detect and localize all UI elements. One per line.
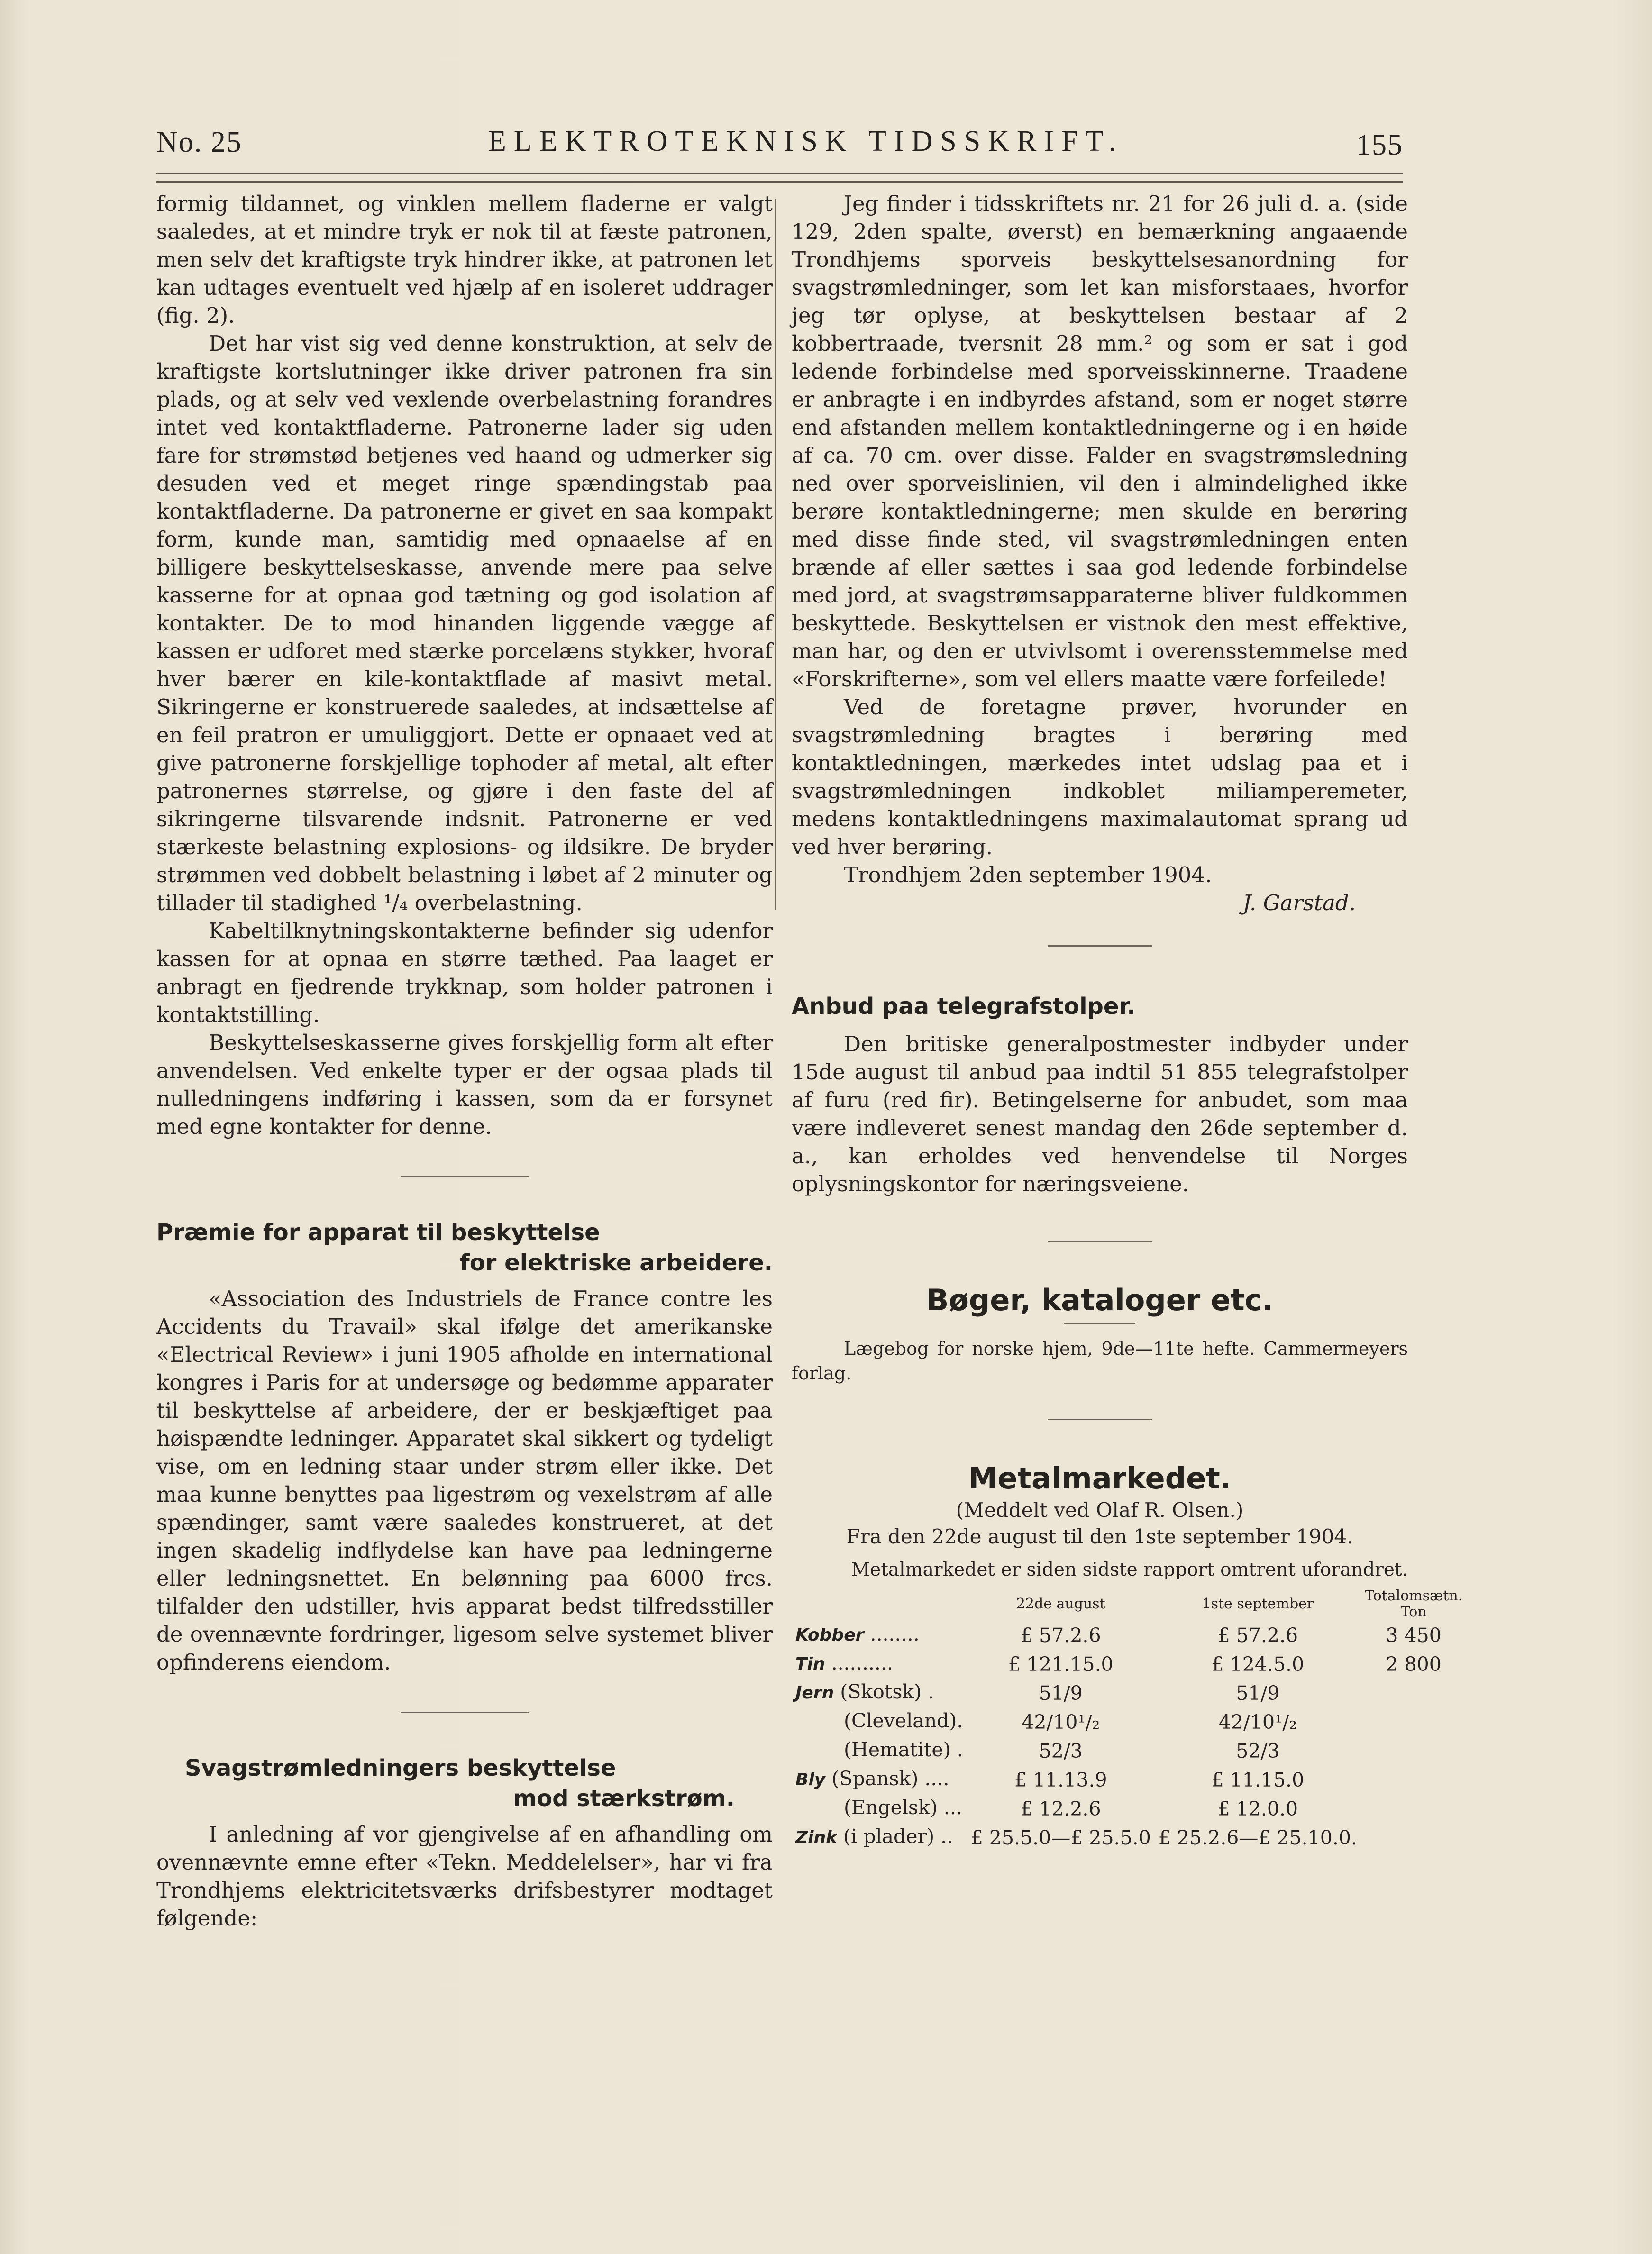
- paragraph: Beskyttelseskasserne gives forskjellig form alt efter anvendelsen. Ved enkelte typer er der ogsaa plads til nulledningens indføring i kassen, som da er forsynet med egne kontakter for denne.: [156, 1030, 773, 1139]
- col-header-total: Totalomsætn. Ton: [1364, 1588, 1463, 1620]
- right-column: [792, 190, 1463, 1852]
- section-separator: [401, 1712, 529, 1715]
- price-aug: £ 25.5.0—£ 25.5.0: [970, 1826, 1151, 1849]
- price-aug: 52/3: [1039, 1740, 1083, 1762]
- metal-desc: (i plader) ..: [837, 1825, 953, 1848]
- metal-desc: ..........: [825, 1652, 893, 1674]
- table-row: [792, 1823, 1466, 1852]
- price-ton: [1361, 1736, 1466, 1765]
- metal-cell: [792, 1678, 967, 1707]
- price-sep: £ 12.0.0: [1217, 1798, 1298, 1820]
- table-row: [792, 1736, 1466, 1765]
- price-aug: £ 11.13.9: [1014, 1769, 1107, 1791]
- heading-line: Præmie for apparat til beskyttelse: [156, 1219, 600, 1246]
- paragraph: I anledning af vor gjengivelse af en afhandling om ovennævnte emne efter «Tekn. Meddelelser», har vi fra Trondhjems elektricitetsværks drifsbestyrer modtaget følgende:: [156, 1822, 773, 1931]
- metal-desc: (Hematite) .: [844, 1738, 963, 1761]
- paragraph: Det har vist sig ved denne konstruktion, at selv de kraftigste kortslutninger ikke driver patronen fra sin plads, og at selv ved vexlende overbelastning forandres intet ved kontaktfladerne. Patronerne lader sig uden fare for strømstød betjenes ved haand og udmerker sig desuden ved et meget ringe spændingstab paa kontaktfladerne. Da patronerne er givet en saa kompakt form, kunde man, samtidig med opnaaelse af en billigere beskyttelseskasse, anvende mere paa selve kasserne for at opnaa god tætning og god isolation af kontakter. De to mod hinanden liggende vægge af kassen er udforet med stærke porcelæns stykker, hvoraf hver bærer en kile-kontaktflade af masivt metal. Sikringerne er konstruerede saaledes, at indsættelse af en feil pratron er umuliggjort. Dette er opnaaet ved at give patronerne forskjellige tophoder af metal, alt efter patronernes størrelse, og gjøre i den faste del af sikringerne tilsvarende indsnit. Patronerne er ved stærkeste belastning explosions- og ildsikre. De bryder strømmen ved dobbelt belastning i løbet af 2 minuter og tillader til stadighed ¹/₄ overbelastning.: [156, 331, 773, 915]
- metal-cell: [792, 1823, 967, 1852]
- credit-line: (Meddelt ved Olaf R. Olsen.): [956, 1498, 1244, 1522]
- price-sep: 51/9: [1236, 1682, 1280, 1705]
- paragraph: «Association des Industriels de France contre les Accidents du Travail» skal ifølge det amerikanske «Electrical Review» i juni 1905 afholde en international kongres i Paris for at undersøge og bedømme apparater til beskyttelse af arbeidere, der er beskjæftiget paa høispændte ledninger. Apparatet skal sikkert og tydeligt vise, om en ledning staar under strøm eller ikke. Det maa kunne benyttes paa ligestrøm og vexelstrøm af alle spændinger, samt være saaledes konstrueret, at det ingen skadelig indflydelse kan have paa ledningerne eller ledningsnettet. En belønning paa 6000 frcs. tilfalder den udstiller, hvis apparat bedst tilfredsstiller de ovennævnte fordringer, ligesom selve systemet bliver opfinderens eiendom.: [156, 1286, 773, 1675]
- price-sep: 52/3: [1236, 1740, 1280, 1762]
- price-aug: 42/10¹/₂: [1022, 1711, 1100, 1734]
- metal-desc: ........: [864, 1623, 920, 1645]
- price-sep: 42/10¹/₂: [1218, 1711, 1297, 1734]
- metal-cell: [792, 1794, 967, 1823]
- price-ton: [1361, 1678, 1466, 1707]
- col-header-aug: 22de august: [1016, 1596, 1105, 1612]
- price-ton: [1361, 1823, 1466, 1852]
- metal-name: Jern: [795, 1683, 834, 1703]
- table-header-row: [792, 1588, 1466, 1620]
- price-aug: 51/9: [1039, 1682, 1083, 1705]
- price-ton: [1361, 1794, 1466, 1823]
- header-rule: [156, 173, 1403, 183]
- price-sep: £ 124.5.0: [1211, 1653, 1305, 1676]
- table-row: [792, 1649, 1466, 1678]
- section-heading: Anbud paa telegrafstolper.: [792, 993, 1136, 1020]
- section-heading: [156, 1753, 773, 1814]
- metal-cell: [792, 1707, 967, 1736]
- paragraph: Ved de foretagne prøver, hvorunder en svagstrømledning bragtes i berøring med kontaktledningen, mærkedes intet udslag paa et i svagstrømledningen indkoblet miliamperemeter, medens kontaktledningens maximalautomat sprang ud ved hver berøring.: [792, 694, 1408, 859]
- price-aug: £ 57.2.6: [1021, 1624, 1101, 1647]
- section-heading: [156, 1217, 773, 1278]
- metal-price-table: [792, 1588, 1466, 1852]
- section-separator: [1048, 1241, 1152, 1244]
- price-ton: [1361, 1707, 1466, 1736]
- metal-name: Kobber: [795, 1625, 864, 1645]
- metal-name: Tin: [795, 1654, 825, 1674]
- table-row: [792, 1765, 1466, 1794]
- section-heading: Bøger, kataloger etc.: [926, 1283, 1273, 1317]
- table-row: [792, 1620, 1466, 1649]
- column-divider: [775, 199, 776, 910]
- book-notice: Lægebog for norske hjem, 9de—11te hefte. Cammermeyers forlag.: [792, 1338, 1408, 1384]
- metal-cell: [792, 1620, 967, 1649]
- issue-number: No. 25: [156, 126, 242, 158]
- price-sep: £ 57.2.6: [1217, 1624, 1298, 1647]
- paragraph: formig tildannet, og vinklen mellem fladerne er valgt saaledes, at et mindre tryk er nok til at fæste patronen, men selv det kraftigste tryk hindrer ikke, at patronen let kan udtages eventuelt ved hjælp af en isoleret uddrager (fig. 2).: [156, 191, 773, 328]
- letter-date: Trondhjem 2den september 1904.: [844, 862, 1212, 887]
- paragraph: Kabeltilknytningskontakterne befinder sig udenfor kassen for at opnaa en større tæthed. Paa laaget er anbragt en fjedrende trykknap, som holder patronen i kontaktstilling.: [156, 918, 773, 1027]
- heading-line: Svagstrømledningers beskyttelse: [185, 1755, 616, 1781]
- metal-cell: [792, 1649, 967, 1678]
- metal-name: Zink: [795, 1828, 838, 1847]
- section-heading: Metalmarkedet.: [968, 1461, 1232, 1496]
- price-ton: 2 800: [1386, 1653, 1442, 1676]
- section-separator: [401, 1176, 529, 1179]
- price-ton: 3 450: [1386, 1624, 1442, 1647]
- price-aug: £ 12.2.6: [1021, 1798, 1101, 1820]
- left-column: [156, 190, 773, 1932]
- heading-line: for elektriske arbeidere.: [459, 1250, 773, 1276]
- section-separator: [1048, 1419, 1152, 1422]
- table-row: [792, 1707, 1466, 1736]
- price-sep: £ 25.2.6—£ 25.10.0.: [1158, 1826, 1357, 1849]
- metal-cell: [792, 1736, 967, 1765]
- price-sep: £ 11.15.0: [1211, 1769, 1305, 1791]
- page-number: 155: [1356, 129, 1403, 161]
- metal-desc: (Spansk) ....: [825, 1767, 949, 1790]
- price-ton: [1361, 1765, 1466, 1794]
- metal-name: Bly: [795, 1770, 826, 1789]
- heading-line: mod stærkstrøm.: [513, 1785, 735, 1812]
- metal-desc: (Skotsk) .: [834, 1680, 934, 1703]
- journal-title: ELEKTROTEKNISK TIDSSKRIFT.: [488, 125, 1124, 157]
- market-note: Metalmarkedet er siden sidste rapport omtrent uforandret.: [851, 1559, 1408, 1580]
- metal-desc: (Engelsk) ...: [844, 1796, 962, 1819]
- section-separator: [1064, 1323, 1135, 1326]
- section-separator: [1048, 945, 1152, 949]
- letter-signature: J. Garstad.: [1242, 890, 1356, 915]
- page-header: [156, 116, 1403, 168]
- price-aug: £ 121.15.0: [1008, 1653, 1114, 1676]
- paragraph: Den britiske generalpostmester indbyder under 15de august til anbud paa indtil 51 855 telegrafstolper af furu (red fir). Betingelserne for anbudet, som maa være indleveret senest mandag den 26de september d. a., kan erholdes ved henvendelse til Norges oplysningskontor for næringsveiene.: [792, 1031, 1408, 1196]
- period-line: Fra den 22de august til den 1ste september 1904.: [846, 1525, 1353, 1548]
- metal-desc: (Cleveland).: [844, 1709, 963, 1732]
- col-header-sep: 1ste september: [1202, 1596, 1314, 1612]
- table-row: [792, 1794, 1466, 1823]
- table-row: [792, 1678, 1466, 1707]
- metal-cell: [792, 1765, 967, 1794]
- paragraph: Jeg finder i tidsskriftets nr. 21 for 26 juli d. a. (side 129, 2den spalte, øverst) en bemærkning angaaende Trondhjems sporveis beskyttelsesanordning for svagstrømledninger, som let kan misforstaaes, hvorfor jeg tør oplyse, at beskyttelsen bestaar af 2 kobbertraade, tversnit 28 mm.² og som er sat i god ledende forbindelse med sporveisskinnerne. Traadene er anbragte i en indbyrdes afstand, som er noget større end afstanden mellem kontaktledningerne og i en høide af ca. 70 cm. over disse. Falder en svagstrømsledning ned over sporveislinien, vil den i almindelighed ikke berøre kontaktledningerne; men skulde en berøring med disse finde sted, vil svagstrømledningen enten brænde af eller sættes i saa god ledende forbindelse med jord, at svagstrømsapparaterne bliver fuldkommen beskyttede. Beskyttelsen er vistnok den mest effektive, man har, og den er utvivlsomt i overensstemmelse med «Forskrifterne», som vel ellers maatte være forfeilede!: [792, 191, 1408, 692]
